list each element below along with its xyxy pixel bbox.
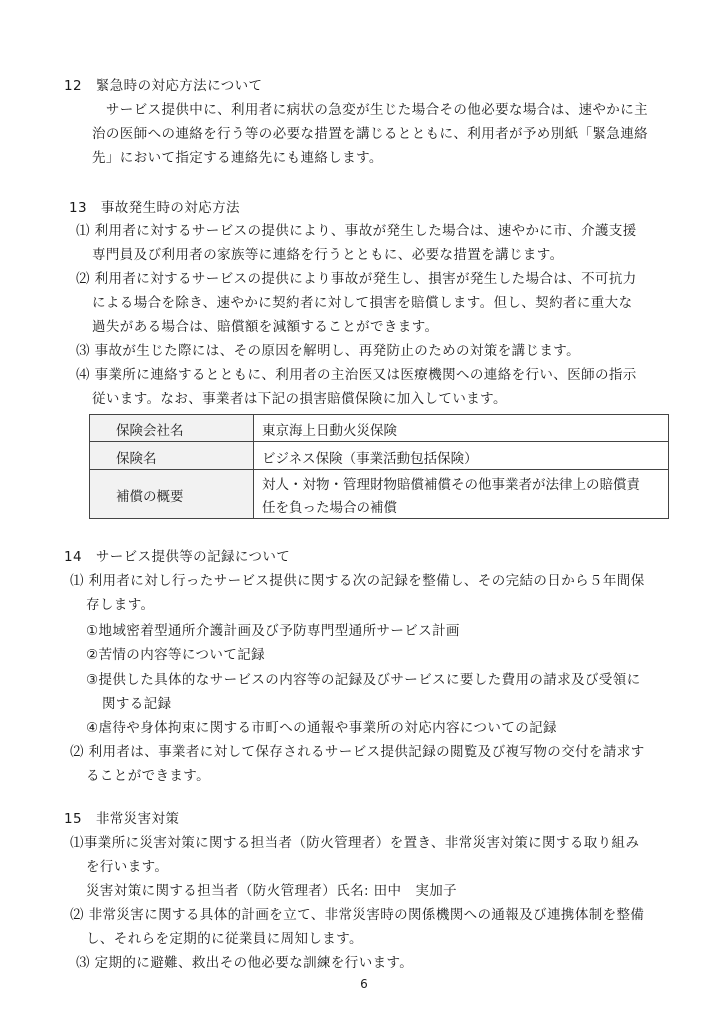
table-header-cell	[90, 442, 254, 469]
section-13-heading: 13 事故発生時の対応方法	[69, 200, 240, 216]
section-12-line-2: 治の医師への連絡を行う等の必要な措置を講じるとともに、利用者が予め別紙「緊急連絡	[92, 126, 648, 142]
section-14-item-1-line-2: 存します。	[86, 597, 155, 613]
insurance-summary-label: 補償の概要	[116, 489, 184, 505]
section-14-item-1-line-1: ⑴ 利用者に対し行ったサービス提供に関する次の記録を整備し、その完結の日から５年間保	[70, 573, 645, 589]
section-14-subitem-4: ④虐待や身体拘束に関する市町への通報や事業所の対応内容についての記録	[86, 720, 557, 736]
section-15-item-3: ⑶ 定期的に避難、救出その他必要な訓練を行います。	[76, 955, 414, 971]
section-15-item-2-line-1: ⑵ 非常災害に関する具体的計画を立て、非常災害時の関係機関への通報及び連携体制を整備	[70, 907, 645, 923]
insurance-name-label: 保険名	[116, 451, 157, 467]
section-13-item-2-line-3: 過失がある場合は、賠償額を減額することができます。	[92, 319, 439, 335]
insurance-summary-line-1: 対人・対物・管理財物賠償補償その他事業者が法律上の賠償責	[262, 477, 640, 493]
insurance-company-label: 保険会社名	[116, 423, 184, 439]
section-14-item-2-line-1: ⑵ 利用者は、事業者に対して保存されるサービス提供記録の閲覧及び複写物の交付を請求す	[70, 744, 645, 760]
table-row-summary	[90, 469, 668, 518]
table-value-cell	[254, 415, 668, 441]
section-13-item-3-line-1: ⑶ 事故が生じた際には、その原因を解明し、再発防止のための対策を講じます。	[76, 343, 581, 359]
section-14-subitem-2: ②苦情の内容等について記録	[86, 647, 266, 663]
insurance-name-value: ビジネス保険（事業活動包括保険）	[262, 451, 478, 467]
section-13-item-1-line-1: ⑴ 利用者に対するサービスの提供により、事故が発生した場合は、速やかに市、介護支援	[76, 223, 637, 239]
section-14-subitem-3-line-2: 関する記録	[102, 696, 172, 712]
section-15-item-2-line-2: し、それらを定期的に従業員に周知します。	[86, 931, 363, 947]
insurance-company-value: 東京海上日動火災保険	[262, 423, 397, 439]
insurance-summary-line-2: 任を負った場合の補償	[262, 500, 397, 516]
section-13-item-4-line-2: 従います。なお、事業者は下記の損害賠償保険に加入しています。	[92, 391, 507, 407]
section-13-item-2-line-2: による場合を除き、速やかに契約者に対して損害を賠償します。但し、契約者に重大な	[92, 295, 633, 311]
table-header-cell	[90, 470, 254, 518]
section-15-item-1-line-1: ⑴事業所に災害対策に関する担当者（防火管理者）を置き、非常災害対策に関する取り組み	[70, 835, 640, 851]
table-value-cell	[254, 442, 668, 469]
section-13-item-2-line-1: ⑵ 利用者に対するサービスの提供により事故が発生し、損害が発生した場合は、不可抗力	[76, 271, 637, 287]
page-number: 6	[360, 977, 368, 991]
insurance-table	[89, 414, 669, 519]
table-row-name	[90, 441, 668, 469]
section-15-item-1-line-2: を行います。	[86, 859, 169, 875]
section-12-heading: 12 緊急時の対応方法について	[64, 78, 263, 94]
section-14-item-2-line-2: ることができます。	[86, 768, 211, 784]
section-15-person-line: 災害対策に関する担当者（防火管理者）氏名: 田中 実加子	[86, 883, 458, 899]
table-value-cell	[254, 470, 668, 518]
section-14-heading: 14 サービス提供等の記録について	[64, 549, 291, 565]
section-13-item-1-line-2: 専門員及び利用者の家族等に連絡を行うとともに、必要な措置を講じます。	[92, 247, 564, 263]
section-15-heading: 15 非常災害対策	[64, 811, 180, 827]
table-row-company	[90, 415, 668, 441]
section-13-item-4-line-1: ⑷ 事業所に連絡するとともに、利用者の主治医又は医療機関への連絡を行い、医師の指示	[76, 367, 637, 383]
section-12-line-3: 先」において指定する連絡先にも連絡します。	[92, 150, 383, 166]
section-14-subitem-3-line-1: ③提供した具体的なサービスの内容等の記録及びサービスに要した費用の請求及び受領に	[86, 672, 641, 688]
section-12-line-1: サービス提供中に、利用者に病状の急変が生じた場合その他必要な場合は、速やかに主	[92, 102, 648, 118]
table-header-cell	[90, 415, 254, 441]
section-14-subitem-1: ①地域密着型通所介護計画及び予防専門型通所サービス計画	[86, 623, 460, 639]
